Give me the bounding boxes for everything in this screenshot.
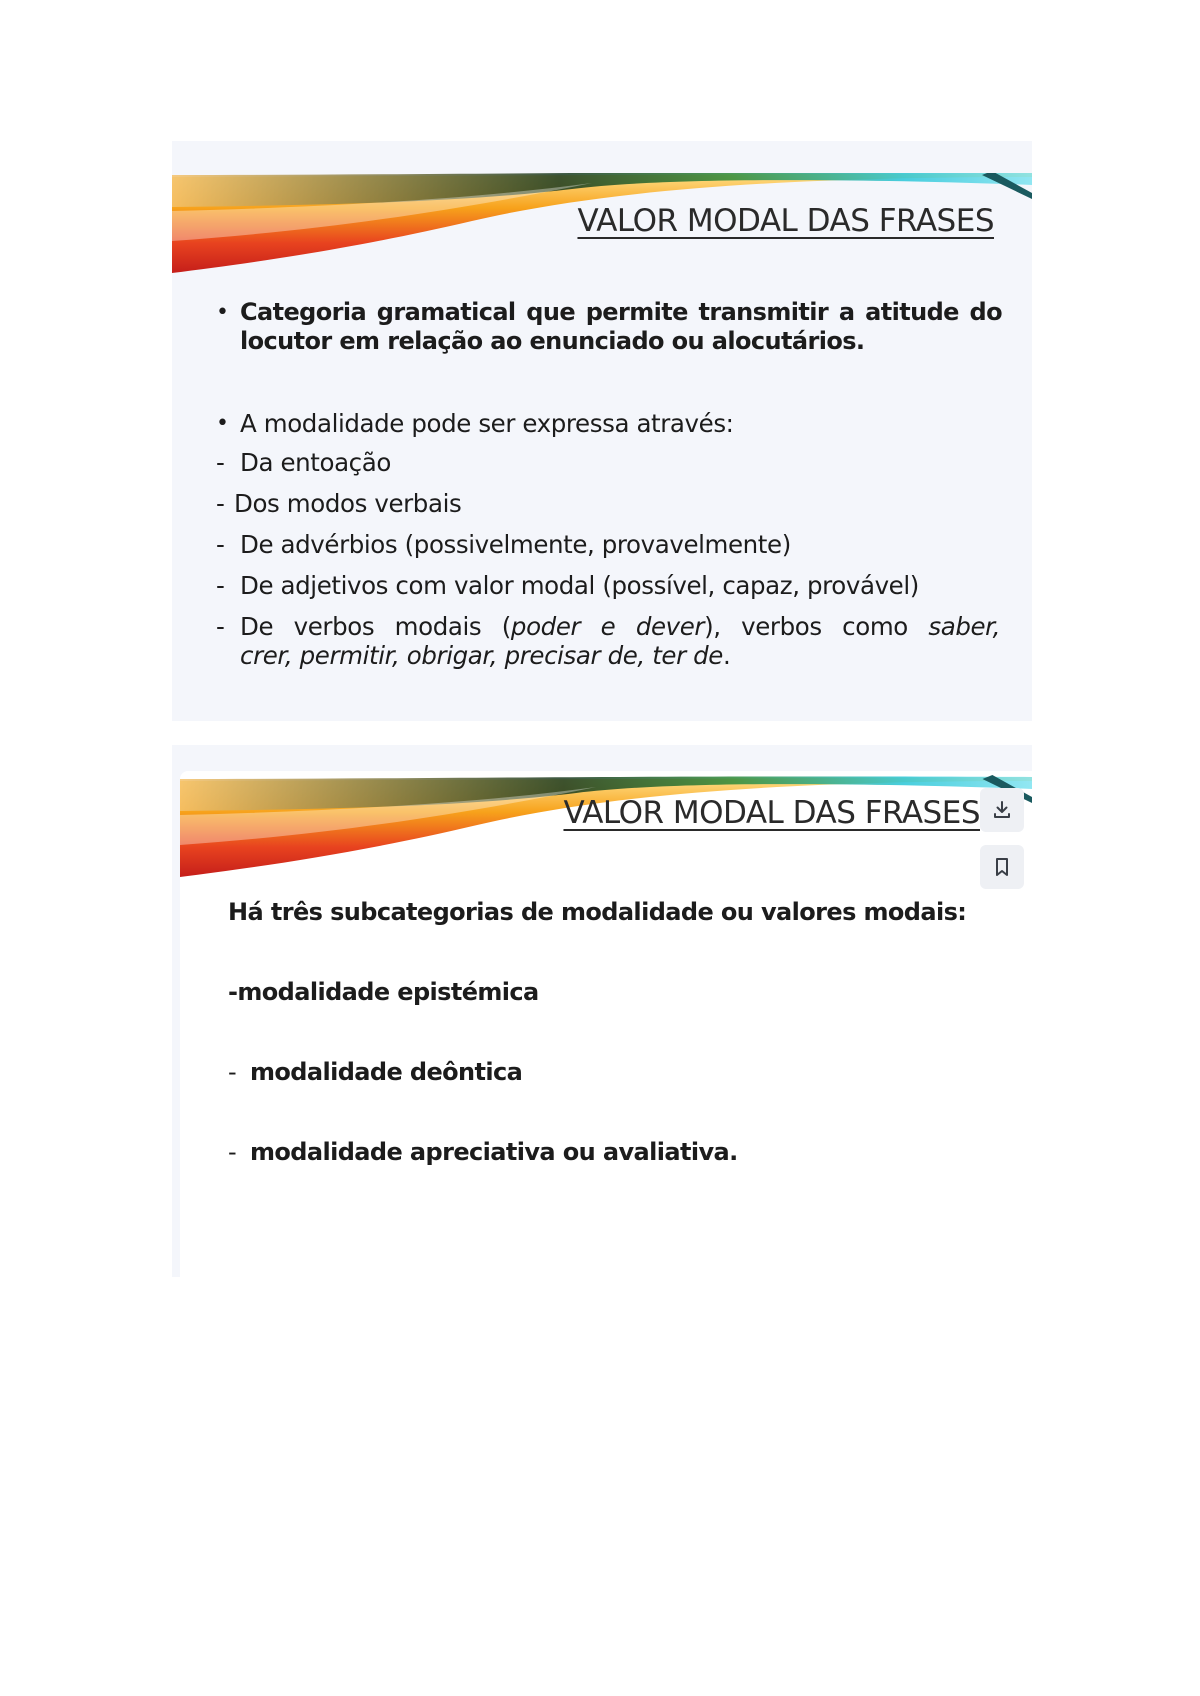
list-item: - Dos modos verbais <box>216 489 462 518</box>
list-item: - <box>216 612 225 641</box>
slide-title: VALOR MODAL DAS FRASES <box>577 203 994 239</box>
slide-banner <box>180 771 1032 911</box>
list-item: - De advérbios (possivelmente, provavelmente) <box>216 530 791 559</box>
list-item-verbs-line-1: De verbos modais (poder e dever), verbos como saber, <box>240 612 1000 641</box>
list-item: -modalidade epistémica <box>228 978 539 1006</box>
bullet-icon: • <box>216 411 229 436</box>
list-item-verbs-line-2: crer, permitir, obrigar, precisar de, ter de. <box>240 641 731 670</box>
bullet-modality <box>216 409 1002 438</box>
definition-line-1: Categoria gramatical que permite transmitir a atitude do <box>240 298 1002 326</box>
slide-title: VALOR MODAL DAS FRASES <box>563 795 980 831</box>
list-item: - modalidade apreciativa ou avaliativa. <box>228 1138 738 1166</box>
definition-line-2: locutor em relação ao enunciado ou alocutários. <box>240 327 865 355</box>
modality-intro: A modalidade pode ser expressa através: <box>240 409 734 438</box>
bullet-definition <box>216 298 1002 356</box>
slide-2 <box>172 745 1032 1277</box>
bookmark-button[interactable] <box>980 845 1024 889</box>
subcategories-intro: Há três subcategorias de modalidade ou valores modais: <box>228 898 967 926</box>
list-item: - Da entoação <box>216 448 391 477</box>
list-item: - De adjetivos com valor modal (possível, capaz, provável) <box>216 571 919 600</box>
download-icon <box>991 799 1013 821</box>
slide-1 <box>172 141 1032 721</box>
bullet-icon: • <box>216 300 229 325</box>
bookmark-icon <box>991 856 1013 878</box>
download-button[interactable] <box>980 788 1024 832</box>
list-item: - modalidade deôntica <box>228 1058 523 1086</box>
